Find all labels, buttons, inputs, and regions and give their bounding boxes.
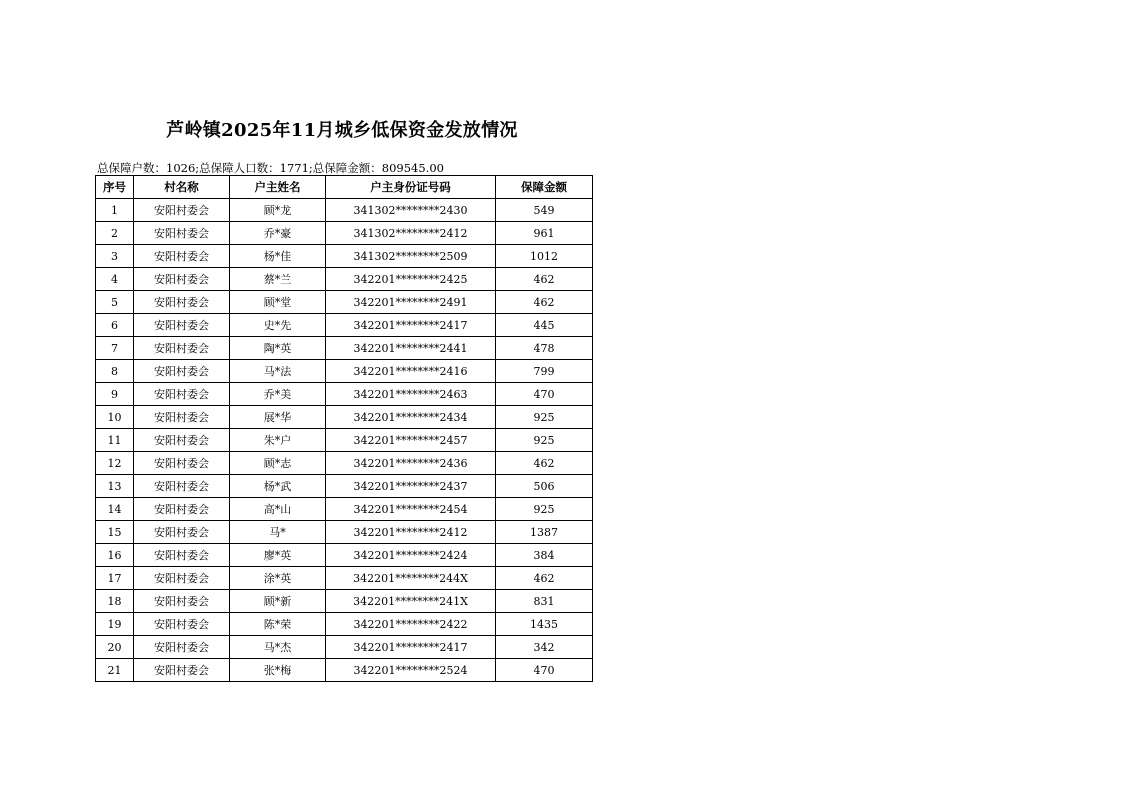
cell-village: 安阳村委会: [134, 383, 230, 406]
cell-village: 安阳村委会: [134, 636, 230, 659]
cell-id-number: 342201********2436: [326, 452, 496, 475]
cell-householder-name: 张*梅: [230, 659, 326, 682]
cell-amount: 462: [496, 452, 593, 475]
cell-id-number: 341302********2412: [326, 222, 496, 245]
table-row: [96, 383, 593, 406]
cell-seq: 5: [96, 291, 134, 314]
cell-amount: 1435: [496, 613, 593, 636]
cell-seq: 21: [96, 659, 134, 682]
cell-seq: 8: [96, 360, 134, 383]
table-row: [96, 544, 593, 567]
cell-amount: 342: [496, 636, 593, 659]
cell-seq: 6: [96, 314, 134, 337]
summary-line: 总保障户数：1026;总保障人口数：1771;总保障金额：809545.00: [97, 161, 444, 175]
cell-householder-name: 蔡*兰: [230, 268, 326, 291]
table-row: [96, 475, 593, 498]
cell-id-number: 342201********2454: [326, 498, 496, 521]
table-row: [96, 613, 593, 636]
table-row: [96, 498, 593, 521]
cell-village: 安阳村委会: [134, 337, 230, 360]
cell-amount: 1012: [496, 245, 593, 268]
cell-id-number: 342201********2417: [326, 314, 496, 337]
cell-village: 安阳村委会: [134, 406, 230, 429]
page-title: 芦岭镇2025年11月城乡低保资金发放情况: [166, 120, 518, 141]
table-row: [96, 406, 593, 429]
cell-seq: 12: [96, 452, 134, 475]
cell-seq: 4: [96, 268, 134, 291]
table-row: [96, 337, 593, 360]
cell-amount: 470: [496, 659, 593, 682]
cell-householder-name: 杨*武: [230, 475, 326, 498]
cell-id-number: 342201********2463: [326, 383, 496, 406]
cell-seq: 2: [96, 222, 134, 245]
cell-seq: 15: [96, 521, 134, 544]
cell-householder-name: 马*: [230, 521, 326, 544]
cell-village: 安阳村委会: [134, 222, 230, 245]
cell-householder-name: 展*华: [230, 406, 326, 429]
table-row: [96, 291, 593, 314]
allowance-table: [95, 175, 593, 682]
header-seq: 序号: [96, 176, 134, 199]
cell-village: 安阳村委会: [134, 452, 230, 475]
cell-village: 安阳村委会: [134, 199, 230, 222]
cell-village: 安阳村委会: [134, 268, 230, 291]
cell-householder-name: 史*先: [230, 314, 326, 337]
cell-amount: 470: [496, 383, 593, 406]
cell-amount: 462: [496, 567, 593, 590]
cell-id-number: 342201********2524: [326, 659, 496, 682]
cell-seq: 14: [96, 498, 134, 521]
cell-amount: 384: [496, 544, 593, 567]
cell-seq: 3: [96, 245, 134, 268]
cell-householder-name: 陶*英: [230, 337, 326, 360]
table-row: [96, 590, 593, 613]
cell-householder-name: 顾*龙: [230, 199, 326, 222]
header-village: 村名称: [134, 176, 230, 199]
cell-id-number: 341302********2430: [326, 199, 496, 222]
cell-householder-name: 顾*新: [230, 590, 326, 613]
cell-householder-name: 顾*堂: [230, 291, 326, 314]
cell-id-number: 342201********241X: [326, 590, 496, 613]
cell-amount: 925: [496, 406, 593, 429]
header-amount: 保障金额: [496, 176, 593, 199]
cell-id-number: 342201********2422: [326, 613, 496, 636]
cell-village: 安阳村委会: [134, 245, 230, 268]
cell-householder-name: 顾*志: [230, 452, 326, 475]
header-householder-name: 户主姓名: [230, 176, 326, 199]
cell-householder-name: 杨*佳: [230, 245, 326, 268]
cell-amount: 925: [496, 429, 593, 452]
cell-village: 安阳村委会: [134, 314, 230, 337]
cell-village: 安阳村委会: [134, 498, 230, 521]
cell-seq: 18: [96, 590, 134, 613]
table-row: [96, 222, 593, 245]
cell-village: 安阳村委会: [134, 521, 230, 544]
cell-householder-name: 涂*英: [230, 567, 326, 590]
cell-seq: 9: [96, 383, 134, 406]
table-row: [96, 360, 593, 383]
cell-seq: 20: [96, 636, 134, 659]
cell-seq: 17: [96, 567, 134, 590]
cell-seq: 16: [96, 544, 134, 567]
cell-id-number: 341302********2509: [326, 245, 496, 268]
cell-amount: 1387: [496, 521, 593, 544]
cell-id-number: 342201********2457: [326, 429, 496, 452]
table-row: [96, 636, 593, 659]
cell-householder-name: 马*杰: [230, 636, 326, 659]
cell-amount: 462: [496, 268, 593, 291]
table-row: [96, 567, 593, 590]
cell-village: 安阳村委会: [134, 360, 230, 383]
cell-seq: 19: [96, 613, 134, 636]
cell-amount: 462: [496, 291, 593, 314]
cell-householder-name: 廖*英: [230, 544, 326, 567]
cell-seq: 13: [96, 475, 134, 498]
cell-seq: 7: [96, 337, 134, 360]
cell-id-number: 342201********2416: [326, 360, 496, 383]
table-row: [96, 429, 593, 452]
table-row: [96, 314, 593, 337]
cell-householder-name: 高*山: [230, 498, 326, 521]
header-id-number: 户主身份证号码: [326, 176, 496, 199]
cell-householder-name: 陈*荣: [230, 613, 326, 636]
cell-village: 安阳村委会: [134, 429, 230, 452]
cell-id-number: 342201********2417: [326, 636, 496, 659]
cell-amount: 799: [496, 360, 593, 383]
cell-amount: 831: [496, 590, 593, 613]
cell-id-number: 342201********244X: [326, 567, 496, 590]
cell-village: 安阳村委会: [134, 544, 230, 567]
cell-amount: 925: [496, 498, 593, 521]
cell-village: 安阳村委会: [134, 567, 230, 590]
cell-id-number: 342201********2491: [326, 291, 496, 314]
cell-id-number: 342201********2434: [326, 406, 496, 429]
cell-amount: 549: [496, 199, 593, 222]
cell-village: 安阳村委会: [134, 659, 230, 682]
table-row: [96, 268, 593, 291]
cell-seq: 11: [96, 429, 134, 452]
cell-village: 安阳村委会: [134, 475, 230, 498]
cell-seq: 10: [96, 406, 134, 429]
table-row: [96, 199, 593, 222]
table-row: [96, 452, 593, 475]
cell-householder-name: 马*法: [230, 360, 326, 383]
table-row: [96, 245, 593, 268]
table-row: [96, 521, 593, 544]
cell-id-number: 342201********2424: [326, 544, 496, 567]
table-row: [96, 659, 593, 682]
cell-householder-name: 乔*豪: [230, 222, 326, 245]
cell-amount: 506: [496, 475, 593, 498]
cell-id-number: 342201********2412: [326, 521, 496, 544]
table-header-row: [96, 176, 593, 199]
cell-id-number: 342201********2441: [326, 337, 496, 360]
cell-seq: 1: [96, 199, 134, 222]
cell-householder-name: 乔*美: [230, 383, 326, 406]
table-body: [96, 199, 593, 682]
cell-amount: 445: [496, 314, 593, 337]
cell-id-number: 342201********2425: [326, 268, 496, 291]
cell-amount: 478: [496, 337, 593, 360]
cell-village: 安阳村委会: [134, 590, 230, 613]
cell-amount: 961: [496, 222, 593, 245]
cell-village: 安阳村委会: [134, 291, 230, 314]
cell-householder-name: 朱*户: [230, 429, 326, 452]
cell-id-number: 342201********2437: [326, 475, 496, 498]
cell-village: 安阳村委会: [134, 613, 230, 636]
